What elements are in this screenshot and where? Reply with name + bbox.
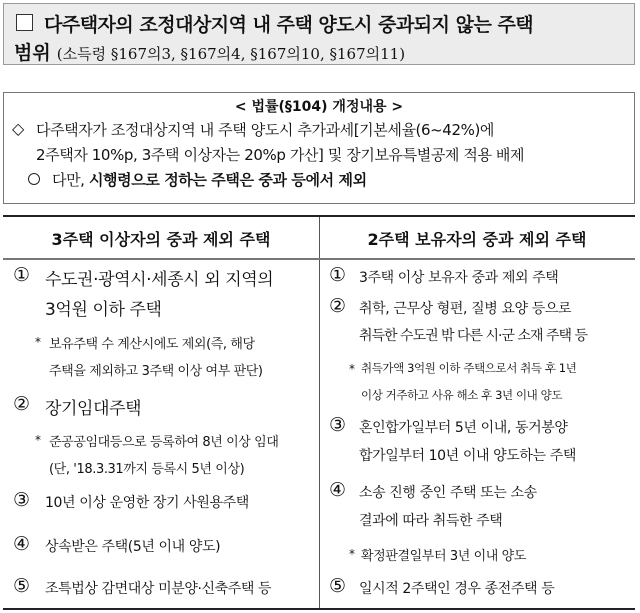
list-item: 장기임대주택 xyxy=(45,399,142,419)
law-text-line1: 다주택자가 조정대상지역 내 주택 양도시 추가과세[기본세율(6~42%)에 xyxy=(36,121,494,139)
list-number: ③ xyxy=(13,489,30,511)
list-item: 10년 이상 운영한 장기 사원용주택 xyxy=(45,495,249,511)
list-item: 결과에 따라 취득한 주택 xyxy=(359,513,503,529)
list-number: ① xyxy=(13,264,30,286)
list-number: ⑤ xyxy=(13,575,30,597)
asterisk-icon: * xyxy=(349,362,355,376)
list-item: 일시적 2주택인 경우 종전주택 등 xyxy=(359,581,555,597)
asterisk-icon: * xyxy=(35,433,41,447)
page-title-line2 xyxy=(14,38,405,65)
list-item: 소송 진행 중인 주택 또는 소송 xyxy=(359,485,537,501)
header-separator xyxy=(3,258,635,260)
list-number: ② xyxy=(13,393,30,415)
list-subnote: 취득가액 3억원 이하 주택으로서 취득 후 1년 xyxy=(361,361,577,375)
list-item: 수도권·광역시·세종시 외 지역의 xyxy=(45,270,274,290)
asterisk-icon: * xyxy=(349,547,355,561)
list-number: ③ xyxy=(329,414,346,436)
page-title: 다주택자의 조정대상지역 내 주택 양도시 중과되지 않는 주택 xyxy=(44,14,534,36)
law-text-line2: 2주택자 10%p, 3주택 이상자는 20%p 가산] 및 장기보유특별공제 적용 배제 xyxy=(36,146,525,164)
list-number: ⑤ xyxy=(329,575,346,597)
asterisk-icon: * xyxy=(35,335,41,349)
exemption-table xyxy=(3,215,635,610)
list-item: 3주택 이상 보유자 중과 제외 주택 xyxy=(359,270,559,286)
list-subnote: (단, '18.3.31까지 등록시 5년 이상) xyxy=(49,462,245,477)
list-number: ② xyxy=(329,295,346,317)
list-item: 상속받은 주택(5년 이내 양도) xyxy=(45,539,221,555)
law-heading: < 법률(§104) 개정내용 > xyxy=(234,99,404,115)
diamond-bullet-icon: ◇ xyxy=(12,119,25,138)
list-item: 조특법상 감면대상 미분양·신축주택 등 xyxy=(45,581,272,597)
legal-reference: (소득령 §167의3, §167의4, §167의10, §167의11) xyxy=(56,45,406,63)
law-amendment-box xyxy=(3,92,635,204)
left-column-header: 3주택 이상자의 중과 제외 주택 xyxy=(51,230,271,249)
list-item: 취학, 근무상 형편, 질병 요양 등으로 xyxy=(359,301,572,317)
list-item: 합가일부터 10년 이내 양도하는 주택 xyxy=(359,448,576,464)
list-number: ④ xyxy=(13,533,30,555)
list-subnote: 이상 거주하고 사유 해소 후 3년 이내 양도 xyxy=(361,388,563,402)
title-box xyxy=(3,3,635,65)
column-divider xyxy=(319,217,320,608)
list-number: ④ xyxy=(329,479,346,501)
list-subnote: 확정판결일부터 3년 이내 양도 xyxy=(361,549,526,564)
circle-bullet-icon xyxy=(28,173,40,185)
list-subnote: 주택을 제외하고 3주택 이상 여부 판단) xyxy=(49,364,263,379)
right-column-header: 2주택 보유자의 중과 제외 주택 xyxy=(367,230,587,249)
law-note-prefix: 다만, xyxy=(52,171,85,189)
checkbox-icon xyxy=(16,14,33,31)
law-note xyxy=(52,169,367,190)
list-subnote: 준공공임대등으로 등록하여 8년 이상 임대 xyxy=(49,435,279,450)
list-subnote: 보유주택 수 계산시에도 제외(즉, 해당 xyxy=(49,337,255,352)
list-item: 혼인합가일부터 5년 이내, 동거봉양 xyxy=(359,420,568,436)
list-item: 취득한 수도권 밖 다른 시·군 소재 주택 등 xyxy=(359,328,587,344)
list-number: ① xyxy=(329,264,346,286)
law-note-bold: 시행령으로 정하는 주택은 중과 등에서 제외 xyxy=(88,171,367,189)
list-item: 3억원 이하 주택 xyxy=(45,300,162,320)
page-title-scope: 범위 xyxy=(14,42,51,64)
